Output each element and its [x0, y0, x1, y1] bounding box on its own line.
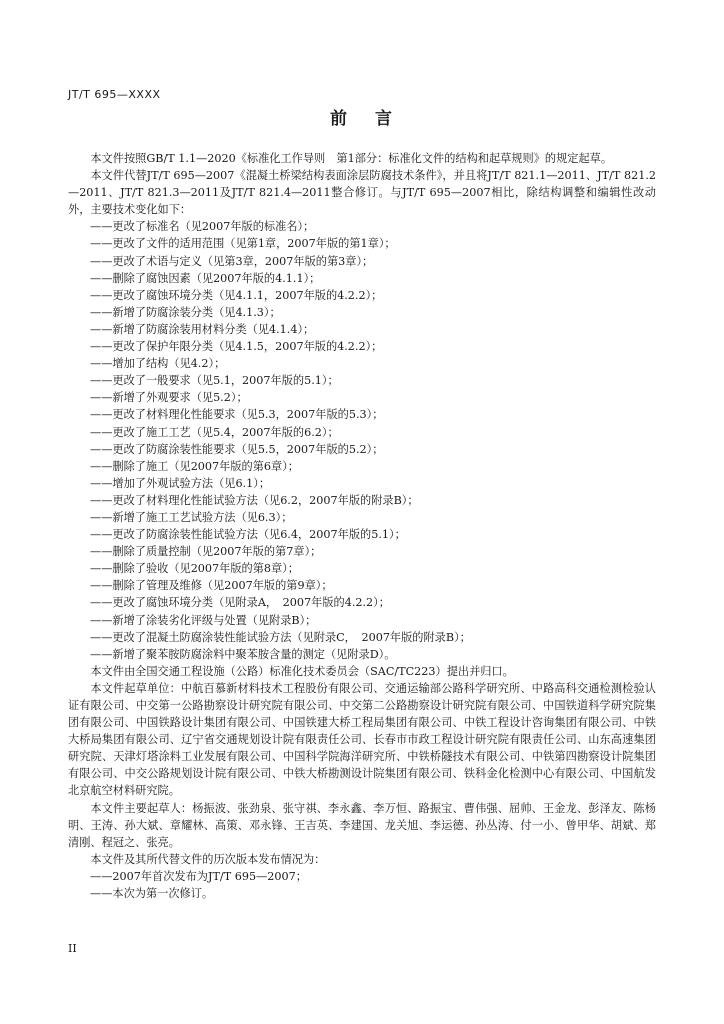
- list-item: ——更改了防腐涂装性能要求（见5.5，2007年版的5.2）；: [90, 442, 384, 456]
- list-item: ——更改了施工工艺（见5.4，2007年版的6.2）；: [90, 425, 339, 439]
- list-item: ——本次为第一次修订。: [90, 887, 214, 901]
- intro-paragraph-scope: 本文件按照GB/T 1.1—2020《标准化工作导则 第1部分：标准化文件的结构和起草规则》的规定起草。: [90, 152, 613, 165]
- list-item: ——更改了一般要求（见5.1，2007年版的5.1）；: [90, 374, 339, 388]
- list-item: ——增加了外观试验方法（见6.1）；: [90, 476, 271, 490]
- list-item: ——更改了文件的适用范围（见第1章，2007年版的第1章）；: [90, 237, 396, 251]
- list-item: ——新增了防腐涂装用材料分类（见4.1.4）；: [90, 322, 315, 336]
- document-code-header: JT/T 695—XXXX: [68, 88, 161, 101]
- list-item: ——删除了施工（见2007年版的第6章）；: [90, 459, 299, 473]
- title-char-1: 前: [330, 109, 349, 129]
- intro-paragraph-replacement: 本文件代替JT/T 695—2007《混凝土桥梁结构表面涂层防腐技术条件》，并且将JT/T 821.1—2011、JT/T 821.2—2011、JT/T 821.3—2011及JT/T 821.4—2011整合修订。与JT/T 695—2007相比，除结构调整和编辑性改动外，主要技术变化如下：: [68, 169, 656, 217]
- list-item: ——2007年首次发布为JT/T 695—2007；: [90, 869, 307, 883]
- list-item: ——更改了防腐涂装性能试验方法（见6.4，2007年版的5.1）；: [90, 528, 406, 542]
- list-item: ——增加了结构（见4.2）；: [90, 357, 226, 371]
- list-item: ——更改了材料理化性能要求（见5.3，2007年版的5.3）；: [90, 408, 384, 422]
- page-number: II: [68, 942, 77, 955]
- document-body: [68, 150, 656, 902]
- drafting-units-paragraph: 本文件起草单位：中航百慕新材料技术工程股份有限公司、交通运输部公路科学研究所、中路高科交通检测检验认证有限公司、中交第一公路勘察设计研究院有限公司、中交第二公路勘察设计研究院有限公司、中国铁道科学研究院集团有限公司、中国铁路设计集团有限公司、中国铁建大桥工程局集团有限公司、中铁工程设计咨询集团有限公司、中铁大桥局集团有限公司、辽宁省交通规划设计院有限责任公司、长春市市政工程设计研究院有限责任公司、山东高速集团研究院、天津灯塔涂料工业发展有限公司、中国科学院海洋研究所、中铁桥隧技术有限公司、中铁第四勘察设计院集团有限公司、中交公路规划设计院有限公司、中铁大桥勘测设计院集团有限公司、铁科金化检测中心有限公司、中国航发北京航空材料研究院。: [68, 681, 656, 798]
- list-item: ——删除了管理及维修（见2007年版的第9章）；: [90, 579, 333, 593]
- list-item: ——更改了术语与定义（见第3章，2007年版的第3章）；: [90, 254, 374, 268]
- drafters-paragraph: 本文件主要起草人：杨振波、张劲泉、张守祺、李永鑫、李万恒、路振宝、曹伟强、屈帅、王金龙、彭泽友、陈杨明、王涛、孙大斌、章耀林、高策、邓永锋、王吉英、李建国、龙关旭、李运德、孙丛涛、付一小、曾甲华、胡斌、郑清刚、程冠之、张亮。: [68, 801, 656, 849]
- list-item: ——新增了施工工艺试验方法（见6.3）；: [90, 510, 293, 524]
- version-history-list: [68, 868, 656, 902]
- page-title: [0, 104, 724, 129]
- committee-paragraph: 本文件由全国交通工程设施（公路）标准化技术委员会（SAC/TC223）提出并归口。: [90, 664, 514, 678]
- list-item: ——更改了混凝土防腐涂装性能试验方法（见附录C， 2007年版的附录B）；: [90, 630, 471, 644]
- list-item: ——更改了标准名（见2007年版的标准名）；: [90, 220, 315, 234]
- list-item: ——更改了腐蚀环境分类（见4.1.1，2007年版的4.2.2）；: [90, 288, 383, 302]
- technical-changes-list: [68, 218, 656, 662]
- list-item: ——新增了防腐涂装分类（见4.1.3）；: [90, 305, 281, 319]
- list-item: ——新增了涂装劣化评级与处置（见附录B）；: [90, 613, 317, 627]
- list-item: ——删除了质量控制（见2007年版的第7章）；: [90, 545, 322, 559]
- list-item: ——新增了聚苯胺防腐涂料中聚苯胺含量的测定（见附录D）。: [90, 647, 396, 661]
- list-item: ——更改了腐蚀环境分类（见附录A， 2007年版的4.2.2）；: [90, 596, 390, 610]
- list-item: ——新增了外观要求（见5.2）；: [90, 391, 248, 405]
- list-item: ——删除了腐蚀因素（见2007年版的4.1.1）；: [90, 271, 321, 285]
- list-item: ——删除了验收（见2007年版的第8章）；: [90, 562, 299, 576]
- title-char-2: 言: [375, 109, 394, 129]
- history-intro-paragraph: 本文件及其所代替文件的历次版本发布情况为：: [90, 852, 326, 866]
- list-item: ——更改了材料理化性能试验方法（见6.2，2007年版的附录B）；: [90, 493, 419, 507]
- list-item: ——更改了保护年限分类（见4.1.5，2007年版的4.2.2）；: [90, 340, 383, 354]
